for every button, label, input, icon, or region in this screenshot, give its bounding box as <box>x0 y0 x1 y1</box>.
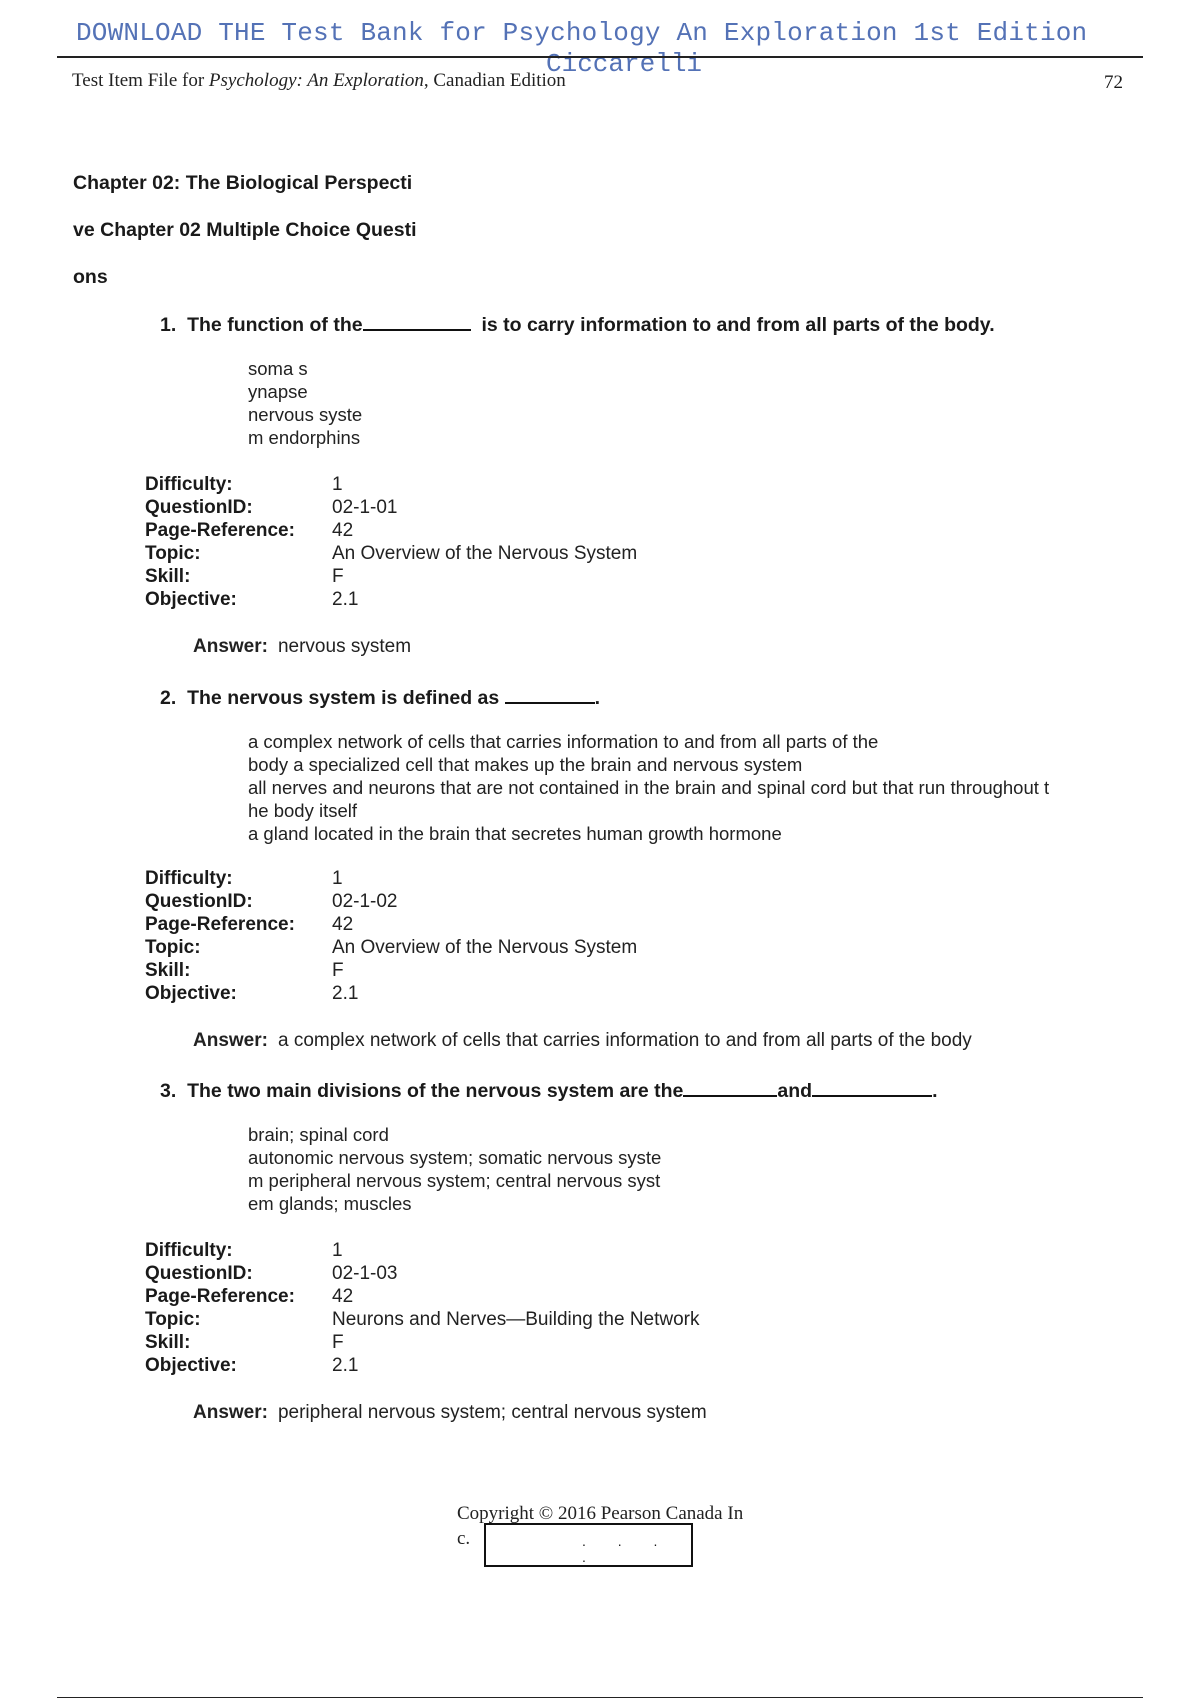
copyright-line-1: Copyright © 2016 Pearson Canada In <box>457 1503 744 1524</box>
header-rule <box>57 56 1143 58</box>
question-1-option: soma s <box>248 358 308 379</box>
skill-label: Skill: <box>145 1332 191 1353</box>
answer-label: Answer: <box>193 1030 268 1051</box>
question-3-option: m peripheral nervous system; central nervous syst <box>248 1170 661 1191</box>
question-2-option: he body itself <box>248 800 358 821</box>
skill-label: Skill: <box>145 960 191 981</box>
answer-label: Answer: <box>193 636 268 657</box>
download-banner-title: DOWNLOAD THE Test Bank for Psychology An Exploration 1st Edition <box>76 18 1088 48</box>
answer-blank <box>812 1077 932 1097</box>
skill-value: F <box>332 1332 344 1353</box>
download-banner-author: Ciccarelli <box>546 49 703 79</box>
topic-label: Topic: <box>145 937 201 958</box>
objective-value: 2.1 <box>332 983 359 1004</box>
answer-text: peripheral nervous system; central nervous system <box>277 1402 707 1423</box>
topic-value: Neurons and Nerves—Building the Network <box>332 1309 700 1330</box>
answer-text: a complex network of cells that carries information to and from all parts of the body <box>277 1030 972 1051</box>
page-reference-value: 42 <box>332 520 354 541</box>
question-id-label: QuestionID: <box>145 891 253 912</box>
question-id-value: 02-1-01 <box>332 497 398 518</box>
page-reference-value: 42 <box>332 914 354 935</box>
question-2-option: all nerves and neurons that are not contained in the brain and spinal cord but that run throughout t <box>248 777 1050 798</box>
box-dots: . . . . <box>582 1533 672 1565</box>
objective-label: Objective: <box>145 1355 237 1376</box>
objective-value: 2.1 <box>332 1355 359 1376</box>
question-3-option: em glands; muscles <box>248 1193 412 1214</box>
objective-value: 2.1 <box>332 589 359 610</box>
question-1-stem <box>160 311 995 337</box>
question-1-answer <box>193 636 411 658</box>
question-2-stem <box>160 684 600 710</box>
skill-label: Skill: <box>145 566 191 587</box>
question-stem-mid: and <box>777 1080 813 1102</box>
question-2-option: body a specialized cell that makes up the brain and nervous system <box>248 754 803 775</box>
difficulty-value: 1 <box>332 1240 343 1261</box>
footer-rule <box>57 1697 1143 1698</box>
chapter-heading-line-3: ons <box>73 266 108 288</box>
question-stem-before: The two main divisions of the nervous system are the <box>187 1080 684 1102</box>
page-reference-value: 42 <box>332 1286 354 1307</box>
objective-label: Objective: <box>145 589 237 610</box>
question-2-option: a gland located in the brain that secretes human growth hormone <box>248 823 782 844</box>
difficulty-label: Difficulty: <box>145 868 233 889</box>
running-header-book-title: Psychology: An Exploration <box>208 70 424 91</box>
question-stem-before: The function of the <box>187 314 363 336</box>
chapter-heading-line-2: ve Chapter 02 Multiple Choice Questi <box>73 219 417 241</box>
difficulty-value: 1 <box>332 868 343 889</box>
chapter-heading-line-1: Chapter 02: The Biological Perspecti <box>73 172 413 194</box>
copyright-line-2: c. <box>457 1528 471 1549</box>
page-reference-label: Page-Reference: <box>145 1286 295 1307</box>
question-1-option: m endorphins <box>248 427 361 448</box>
question-1-option: nervous syste <box>248 404 363 425</box>
difficulty-label: Difficulty: <box>145 1240 233 1261</box>
question-id-value: 02-1-03 <box>332 1263 398 1284</box>
question-3-option: brain; spinal cord <box>248 1124 389 1145</box>
skill-value: F <box>332 566 344 587</box>
running-header-prefix: Test Item File for <box>72 70 209 91</box>
answer-blank <box>363 311 471 331</box>
question-id-value: 02-1-02 <box>332 891 398 912</box>
question-number: 3. <box>160 1080 177 1102</box>
question-stem-after: . <box>932 1080 938 1102</box>
answer-blank <box>683 1077 777 1097</box>
page-number: 72 <box>1104 72 1123 93</box>
copyright-box <box>484 1523 693 1567</box>
answer-blank <box>505 684 595 704</box>
page-reference-label: Page-Reference: <box>145 914 295 935</box>
answer-text: nervous system <box>277 636 412 657</box>
question-id-label: QuestionID: <box>145 497 253 518</box>
question-number: 1. <box>160 314 177 336</box>
question-number: 2. <box>160 687 177 709</box>
running-header-suffix: , Canadian Edition <box>423 70 566 91</box>
question-3-stem <box>160 1077 938 1103</box>
difficulty-value: 1 <box>332 474 343 495</box>
difficulty-label: Difficulty: <box>145 474 233 495</box>
running-header <box>72 70 566 92</box>
page-reference-label: Page-Reference: <box>145 520 295 541</box>
question-2-option: a complex network of cells that carries information to and from all parts of the <box>248 731 879 752</box>
question-id-label: QuestionID: <box>145 1263 253 1284</box>
question-stem-after: is to carry information to and from all parts of the body. <box>481 314 995 336</box>
question-1-option: ynapse <box>248 381 308 402</box>
topic-label: Topic: <box>145 1309 201 1330</box>
skill-value: F <box>332 960 344 981</box>
answer-label: Answer: <box>193 1402 268 1423</box>
topic-value: An Overview of the Nervous System <box>332 937 638 958</box>
question-2-answer <box>193 1030 972 1052</box>
objective-label: Objective: <box>145 983 237 1004</box>
question-3-option: autonomic nervous system; somatic nervous syste <box>248 1147 662 1168</box>
topic-value: An Overview of the Nervous System <box>332 543 638 564</box>
topic-label: Topic: <box>145 543 201 564</box>
question-stem-after: . <box>594 687 601 709</box>
question-stem-before: The nervous system is defined as <box>187 687 500 709</box>
question-3-answer <box>193 1402 707 1424</box>
